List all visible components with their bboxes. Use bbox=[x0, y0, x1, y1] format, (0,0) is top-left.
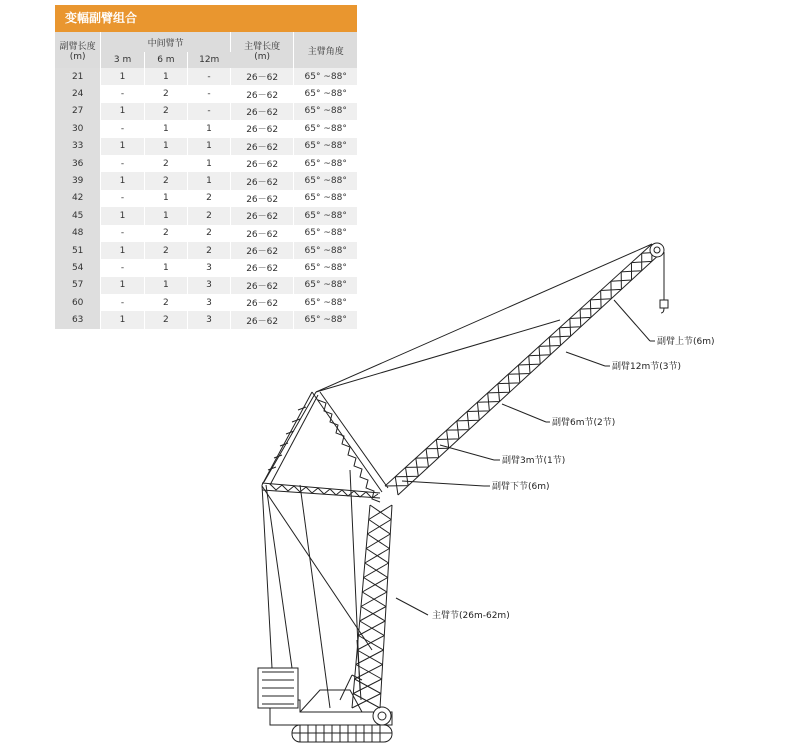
table-cell: 2 bbox=[144, 155, 187, 172]
label-main-boom: 主臂节(26m-62m) bbox=[432, 611, 510, 621]
label-jib-12m: 副臂12m节(3节) bbox=[612, 362, 681, 372]
table-cell: 54 bbox=[55, 259, 101, 276]
header-aux-length-unit: (m) bbox=[69, 51, 86, 62]
table-cell: 1 bbox=[144, 207, 187, 224]
table-cell: - bbox=[101, 155, 144, 172]
main-boom bbox=[352, 505, 392, 708]
superstructure bbox=[258, 640, 392, 725]
table-cell: 57 bbox=[55, 277, 101, 294]
table-cell: 2 bbox=[144, 172, 187, 189]
table-cell: 65° ~88° bbox=[294, 277, 357, 294]
table-cell: 65° ~88° bbox=[294, 85, 357, 102]
header-sub-12m: 12m bbox=[188, 52, 231, 68]
jib-strut-front bbox=[312, 392, 388, 502]
table-cell: 26－62 bbox=[230, 155, 294, 172]
table-cell: - bbox=[188, 103, 231, 120]
jib-strut-rear bbox=[262, 483, 380, 498]
header-aux-length-label: 副臂长度 bbox=[59, 41, 96, 52]
table-cell: - bbox=[101, 259, 144, 276]
table-cell: 2 bbox=[144, 242, 187, 259]
table-cell: - bbox=[188, 68, 231, 85]
table-cell: 3 bbox=[188, 311, 231, 328]
table-cell: 26－62 bbox=[230, 207, 294, 224]
table-cell: 2 bbox=[144, 225, 187, 242]
table-cell: 1 bbox=[101, 172, 144, 189]
label-jib-bottom: 副臂下节(6m) bbox=[492, 482, 550, 492]
table-cell: 26－62 bbox=[230, 259, 294, 276]
table-cell: - bbox=[101, 190, 144, 207]
table-cell: 1 bbox=[101, 207, 144, 224]
table-cell: 1 bbox=[101, 68, 144, 85]
table-cell: 26－62 bbox=[230, 190, 294, 207]
table-cell: 26－62 bbox=[230, 277, 294, 294]
panel-title: 变幅副臂组合 bbox=[55, 5, 357, 32]
jib-head-hook bbox=[650, 243, 668, 313]
table-cell: 1 bbox=[144, 259, 187, 276]
table-cell: 1 bbox=[101, 311, 144, 328]
pendant-lines bbox=[262, 244, 652, 650]
table-cell: 26－62 bbox=[230, 68, 294, 85]
table-cell: 2 bbox=[144, 294, 187, 311]
table-cell: 65° ~88° bbox=[294, 242, 357, 259]
table-cell: 45 bbox=[55, 207, 101, 224]
table-cell: 26－62 bbox=[230, 294, 294, 311]
header-sub-3m: 3 m bbox=[101, 52, 144, 68]
table-cell: 48 bbox=[55, 225, 101, 242]
table-cell: 65° ~88° bbox=[294, 294, 357, 311]
table-cell: 26－62 bbox=[230, 242, 294, 259]
header-main-length-label: 主臂长度 bbox=[244, 41, 281, 52]
table-cell: - bbox=[101, 85, 144, 102]
table-cell: 60 bbox=[55, 294, 101, 311]
table-cell: 36 bbox=[55, 155, 101, 172]
table-cell: 2 bbox=[188, 242, 231, 259]
table-cell: 65° ~88° bbox=[294, 172, 357, 189]
table-cell: 26－62 bbox=[230, 225, 294, 242]
table-cell: 1 bbox=[144, 277, 187, 294]
header-sub-6m: 6 m bbox=[144, 52, 187, 68]
table-cell: 1 bbox=[101, 103, 144, 120]
header-main-angle: 主臂角度 bbox=[294, 32, 357, 68]
table-cell: 26－62 bbox=[230, 120, 294, 137]
table-cell: 2 bbox=[188, 190, 231, 207]
table-cell: 39 bbox=[55, 172, 101, 189]
table-cell: 2 bbox=[144, 85, 187, 102]
table-cell: 1 bbox=[144, 68, 187, 85]
table-cell: 65° ~88° bbox=[294, 155, 357, 172]
table-cell: 33 bbox=[55, 138, 101, 155]
table-cell: 65° ~88° bbox=[294, 138, 357, 155]
crawler-track bbox=[292, 725, 392, 742]
table-cell: 27 bbox=[55, 103, 101, 120]
table-cell: 3 bbox=[188, 294, 231, 311]
table-cell: 42 bbox=[55, 190, 101, 207]
table-cell: 2 bbox=[188, 207, 231, 224]
table-cell: 1 bbox=[188, 138, 231, 155]
table-cell: 2 bbox=[144, 103, 187, 120]
table-cell: 2 bbox=[188, 225, 231, 242]
table-cell: 26－62 bbox=[230, 103, 294, 120]
table-cell: 26－62 bbox=[230, 311, 294, 328]
label-jib-3m: 副臂3m节(1节) bbox=[502, 456, 566, 466]
table-cell: 1 bbox=[144, 190, 187, 207]
table-cell: 1 bbox=[188, 155, 231, 172]
table-cell: 3 bbox=[188, 259, 231, 276]
table-cell: 30 bbox=[55, 120, 101, 137]
table-cell: 65° ~88° bbox=[294, 190, 357, 207]
table-cell: 63 bbox=[55, 311, 101, 328]
table-cell: 65° ~88° bbox=[294, 259, 357, 276]
table-cell: 3 bbox=[188, 277, 231, 294]
table-cell: 1 bbox=[144, 120, 187, 137]
table-cell: 65° ~88° bbox=[294, 68, 357, 85]
table-cell: 1 bbox=[101, 277, 144, 294]
table-cell: 2 bbox=[144, 311, 187, 328]
label-jib-6m: 副臂6m节(2节) bbox=[552, 418, 616, 428]
table-cell: 1 bbox=[188, 120, 231, 137]
table-cell: 65° ~88° bbox=[294, 311, 357, 328]
table-cell: 26－62 bbox=[230, 138, 294, 155]
table-cell: 26－62 bbox=[230, 85, 294, 102]
table-cell: - bbox=[101, 294, 144, 311]
table-cell: 65° ~88° bbox=[294, 225, 357, 242]
label-jib-top: 副臂上节(6m) bbox=[657, 337, 715, 347]
table-cell: 24 bbox=[55, 85, 101, 102]
table-cell: 21 bbox=[55, 68, 101, 85]
table-cell: 65° ~88° bbox=[294, 207, 357, 224]
table-cell: 1 bbox=[101, 242, 144, 259]
table-cell: - bbox=[101, 120, 144, 137]
table-cell: - bbox=[188, 85, 231, 102]
header-main-length-unit: (m) bbox=[254, 51, 271, 62]
table-cell: 51 bbox=[55, 242, 101, 259]
table-cell: 26－62 bbox=[230, 172, 294, 189]
table-cell: 65° ~88° bbox=[294, 103, 357, 120]
table-cell: 1 bbox=[188, 172, 231, 189]
table-cell: - bbox=[101, 225, 144, 242]
header-middle-sections: 中间臂节 bbox=[101, 32, 231, 52]
table-cell: 65° ~88° bbox=[294, 120, 357, 137]
table-cell: 1 bbox=[144, 138, 187, 155]
table-cell: 1 bbox=[101, 138, 144, 155]
